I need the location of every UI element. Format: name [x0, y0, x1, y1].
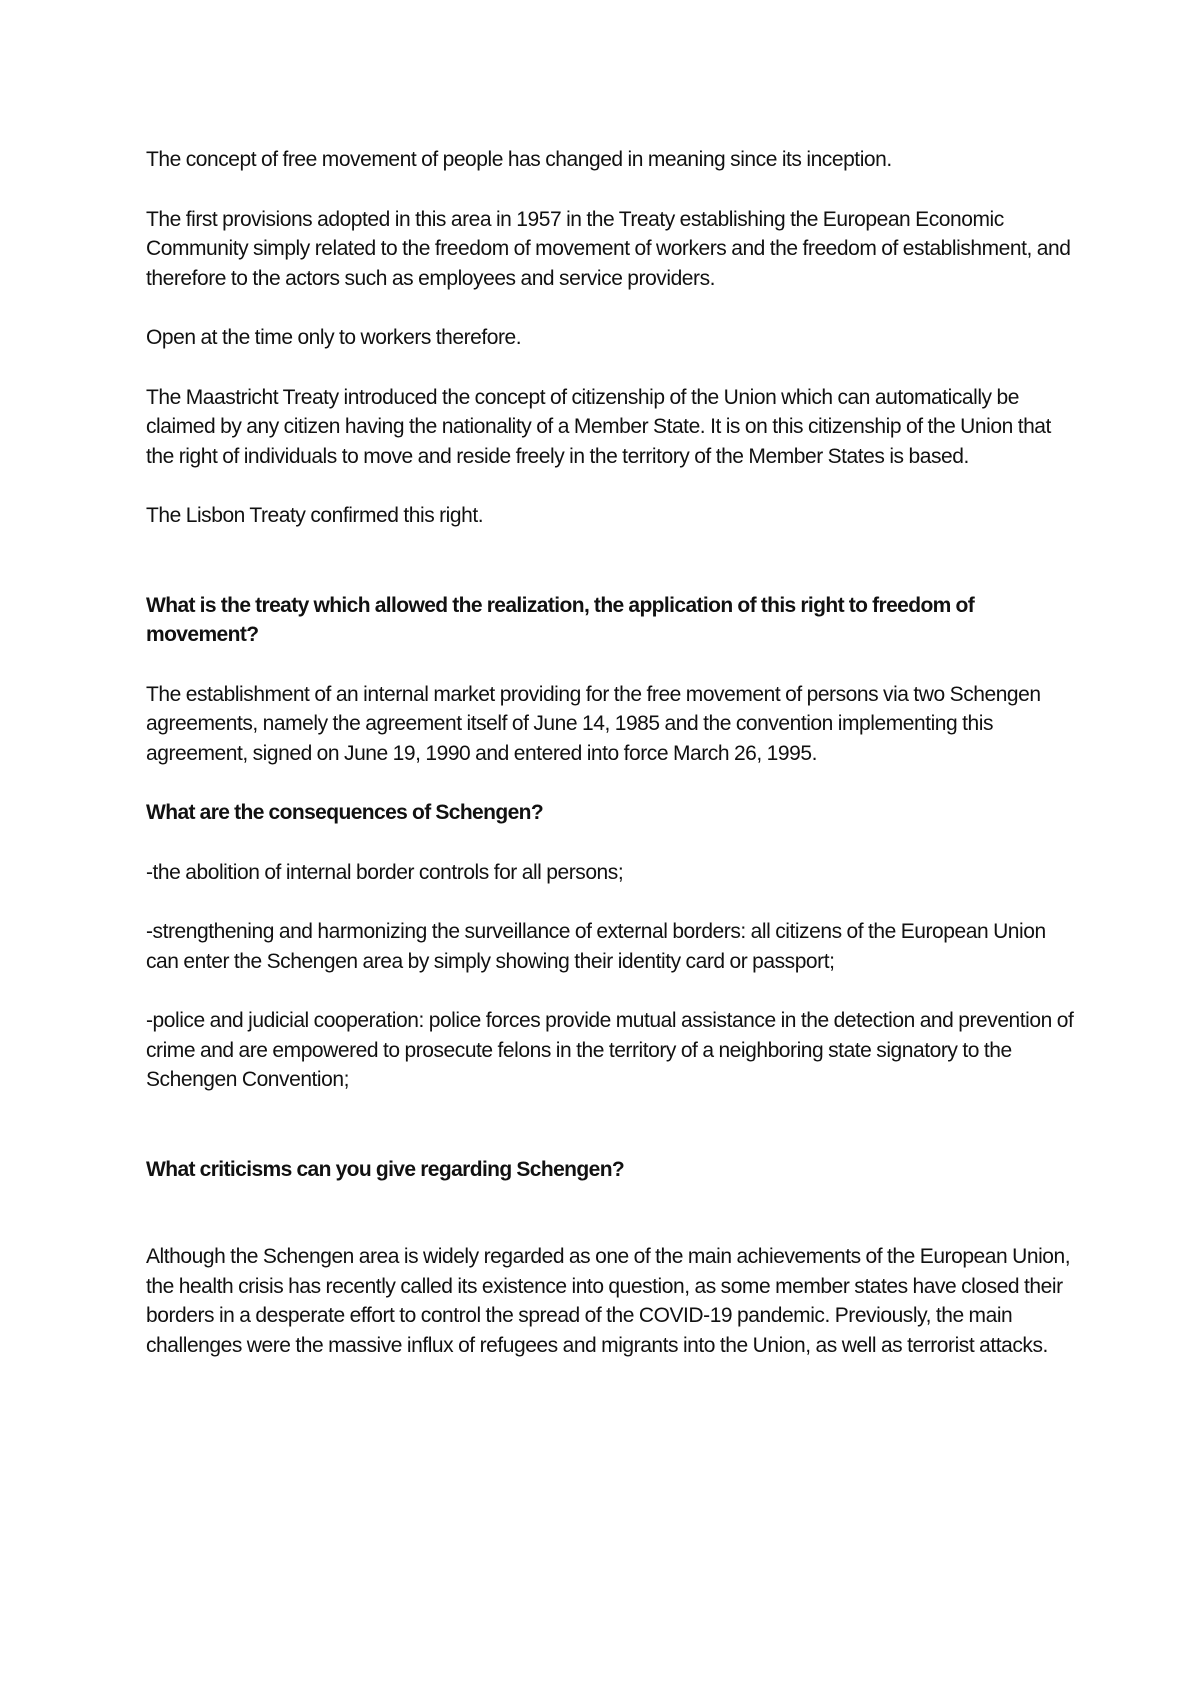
question-which-treaty: What is the treaty which allowed the realization, the application of this right to freedom of movement? — [146, 593, 975, 646]
paragraph-maastricht-treaty: The Maastricht Treaty introduced the concept of citizenship of the Union which can automatically be claimed by any citizen having the nationality of a Member State. It is on this citizenship of the Union that the right of individuals to move and reside freely in the territory of the Member States is based. — [146, 385, 1051, 468]
list-item-external-borders: -strengthening and harmonizing the surveillance of external borders: all citizens of the European Union can enter the Schengen area by simply showing their identity card or passport; — [146, 920, 1046, 973]
paragraph-first-provisions: The first provisions adopted in this area in 1957 in the Treaty establishing the European Economic Community simply related to the freedom of movement of workers and the freedom of establishment, and therefore to the actors such as employees and service providers. — [146, 207, 1071, 290]
question-criticisms: What criticisms can you give regarding Schengen? — [146, 1157, 625, 1181]
paragraph-internal-market: The establishment of an internal market providing for the free movement of persons via two Schengen agreements, namely the agreement itself of June 14, 1985 and the convention implementing this agreement, signed on June 19, 1990 and entered into force March 26, 1995. — [146, 682, 1041, 765]
list-item-abolition: -the abolition of internal border controls for all persons; — [146, 860, 624, 884]
paragraph-lisbon-treaty: The Lisbon Treaty confirmed this right. — [146, 504, 484, 527]
question-consequences: What are the consequences of Schengen? — [146, 801, 544, 824]
paragraph-open-to-workers: Open at the time only to workers therefore. — [146, 326, 522, 349]
paragraph-concept: The concept of free movement of people has changed in meaning since its inception. — [146, 148, 892, 171]
paragraph-criticism-answer: Although the Schengen area is widely regarded as one of the main achievements of the European Union, the health crisis has recently called its existence into question, as some member states have closed their borders in a desperate effort to control the spread of the COVID-19 pandemic. Previously, the main challenges were the massive influx of refugees and migrants into the Union, as well as terrorist attacks. — [146, 1245, 1071, 1357]
list-item-police-cooperation: -police and judicial cooperation: police forces provide mutual assistance in the detection and prevention of crime and are empowered to prosecute felons in the territory of a neighboring state signatory to the Schengen Convention; — [146, 1009, 1074, 1091]
document-body — [146, 145, 1076, 1390]
